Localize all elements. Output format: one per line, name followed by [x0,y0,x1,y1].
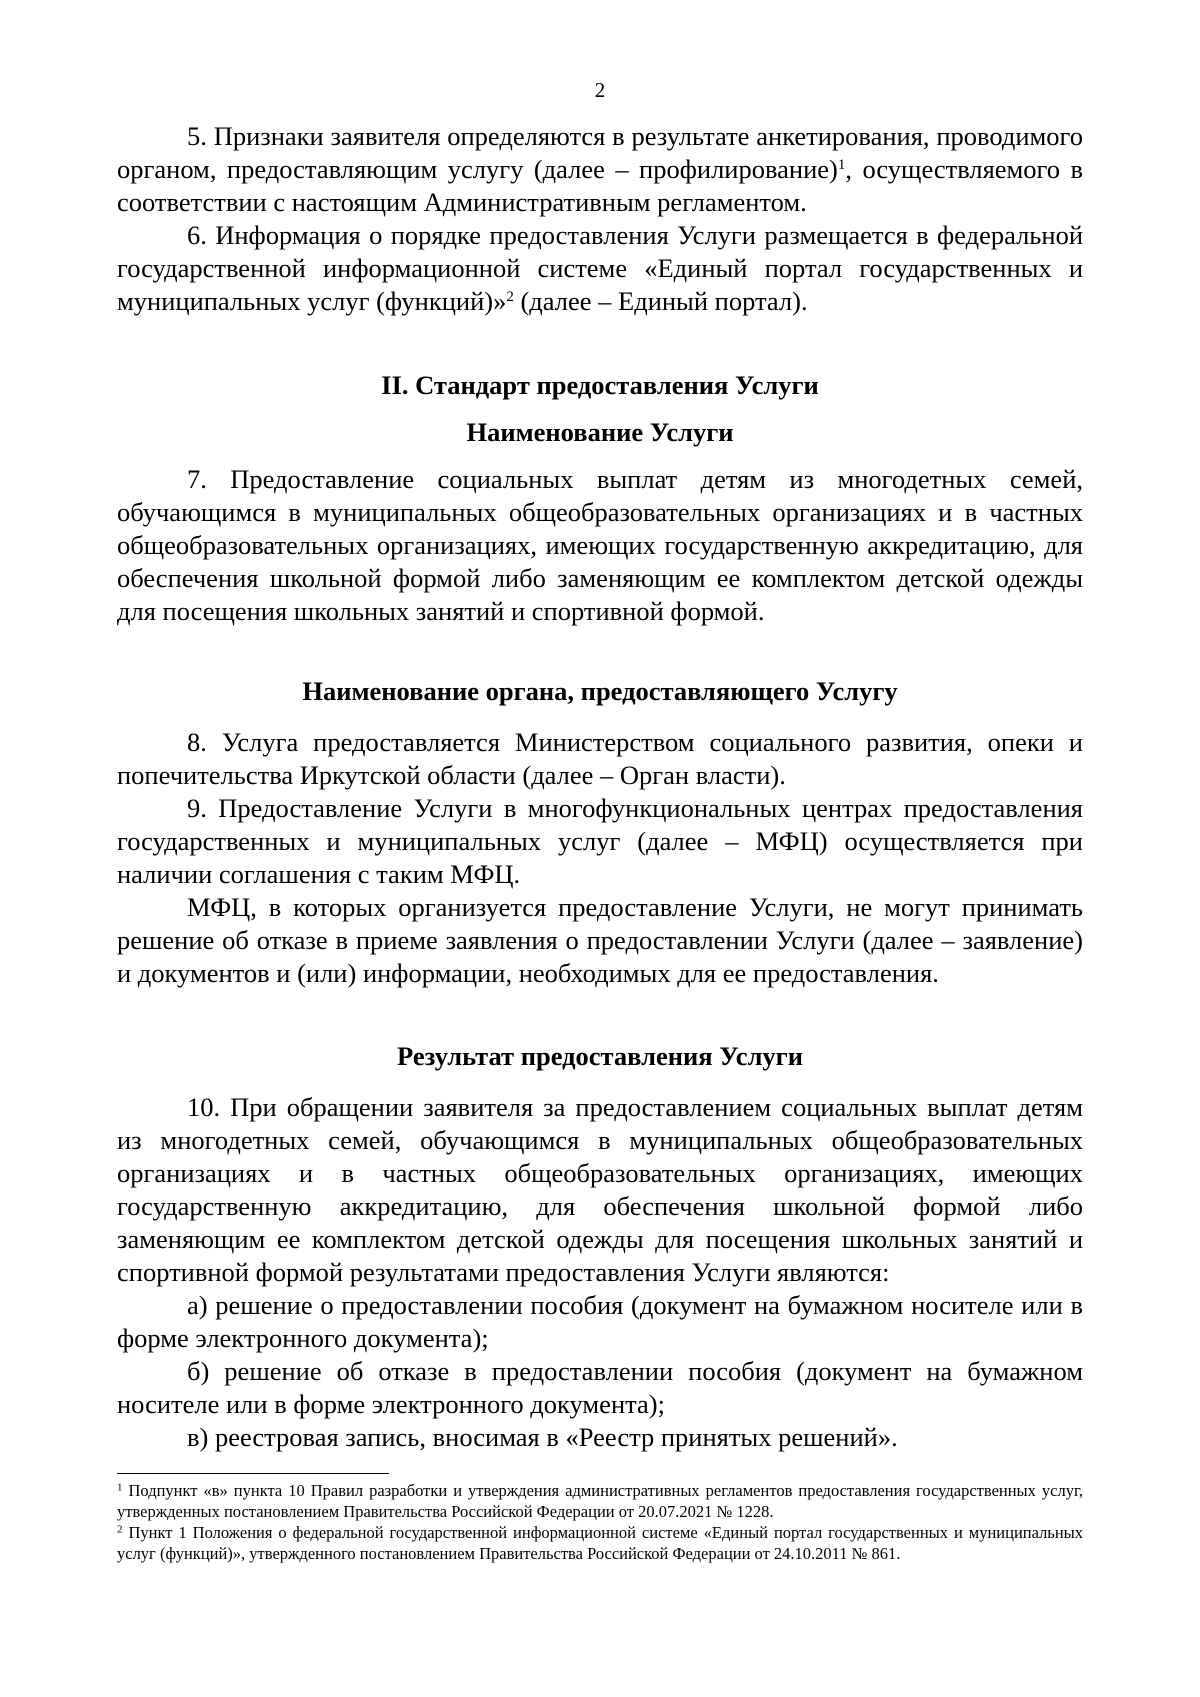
paragraph-8: 8. Услуга предоставляется Министерством социального развития, опеки и попечительства Иркутской области (далее – Орган власти). [117,727,1083,790]
footnote-1 [117,1480,1083,1522]
paragraph-5-text: 5. Признаки заявителя определяются в результате анкетирования, проводимого органом, предоставляющим услугу (далее – профилирование) [117,121,1083,184]
footnote-1-mark: 1 [117,1481,123,1494]
subsection-title-result: Результат предоставления Услуги [397,1041,803,1071]
paragraph-5 [117,120,1083,219]
paragraph-10-item-c: в) реестровая запись, вносимая в «Реестр принятых решений». [187,1422,898,1452]
paragraph-7: 7. Предоставление социальных выплат детям из многодетных семей, обучающимся в муниципальных общеобразовательных организациях и в частных общеобразовательных организациях, имеющих государственную аккредитацию, для обеспечения школьной формой либо заменяющим ее комплектом детской одежды для посещения школьных занятий и спортивной формой. [117,464,1083,626]
paragraph-10-item-b: б) решение об отказе в предоставлении пособия (документ на бумажном носителе или в форме электронного документа); [117,1356,1083,1419]
paragraph-6-text: 6. Информация о порядке предоставления Услуги размещается в федеральной государственной информационной системе «Единый портал государственных и муниципальных услуг (функций)» [117,220,1083,316]
subsection-title-service-name: Наименование Услуги [466,417,734,447]
footnote-1-text: Подпункт «в» пункта 10 Правил разработки и утверждения административных регламентов предоставления государственных услуг, утвержденных постановлением Правительства Российской Федерации от 20.07.2021 № 1228. [117,1481,1083,1521]
paragraph-5-tail: , осуществляемого в соответствии с настоящим Административным регламентом. [117,154,1083,217]
page-number: 2 [594,78,606,102]
footnote-2-text: Пункт 1 Положения о федеральной государственной информационной системе «Единый портал государственных и муниципальных услуг (функций)», утвержденного постановлением Правительства Российской Федерации от 24.10.2011 № 861. [117,1523,1083,1563]
footnote-2 [117,1522,1083,1564]
paragraph-9-continued: МФЦ, в которых организуется предоставление Услуги, не могут принимать решение об отказе в приеме заявления о предоставлении Услуги (далее – заявление) и документов и (или) информации, необходимых для ее предоставления. [117,892,1083,988]
paragraph-9: 9. Предоставление Услуги в многофункциональных центрах предоставления государственных и муниципальных услуг (далее – МФЦ) осуществляется при наличии соглашения с таким МФЦ. [117,793,1083,889]
paragraph-6-tail: (далее – Единый портал). [513,286,808,316]
footnote-ref-1[interactable]: 1 [837,157,846,173]
footnote-2-mark: 2 [117,1523,123,1536]
subsection-title-authority: Наименование органа, предоставляющего Услугу [302,676,898,706]
paragraph-10: 10. При обращении заявителя за предоставлением социальных выплат детям из многодетных семей, обучающимся в муниципальных общеобразовательных организациях и в частных общеобразовательных организациях, имеющих государственную аккредитацию, для обеспечения школьной формой либо заменяющим ее комплектом детской одежды для посещения школьных занятий и спортивной формой результатами предоставления Услуги являются: [117,1092,1083,1287]
paragraph-10-item-a: а) решение о предоставлении пособия (документ на бумажном носителе или в форме электронного документа); [117,1290,1083,1353]
footnote-ref-2[interactable]: 2 [506,289,514,305]
section-title: II. Стандарт предоставления Услуги [381,370,819,400]
document-body [117,120,1083,1454]
footnotes [117,1480,1083,1564]
paragraph-6 [117,219,1083,318]
footnote-separator [117,1473,389,1474]
